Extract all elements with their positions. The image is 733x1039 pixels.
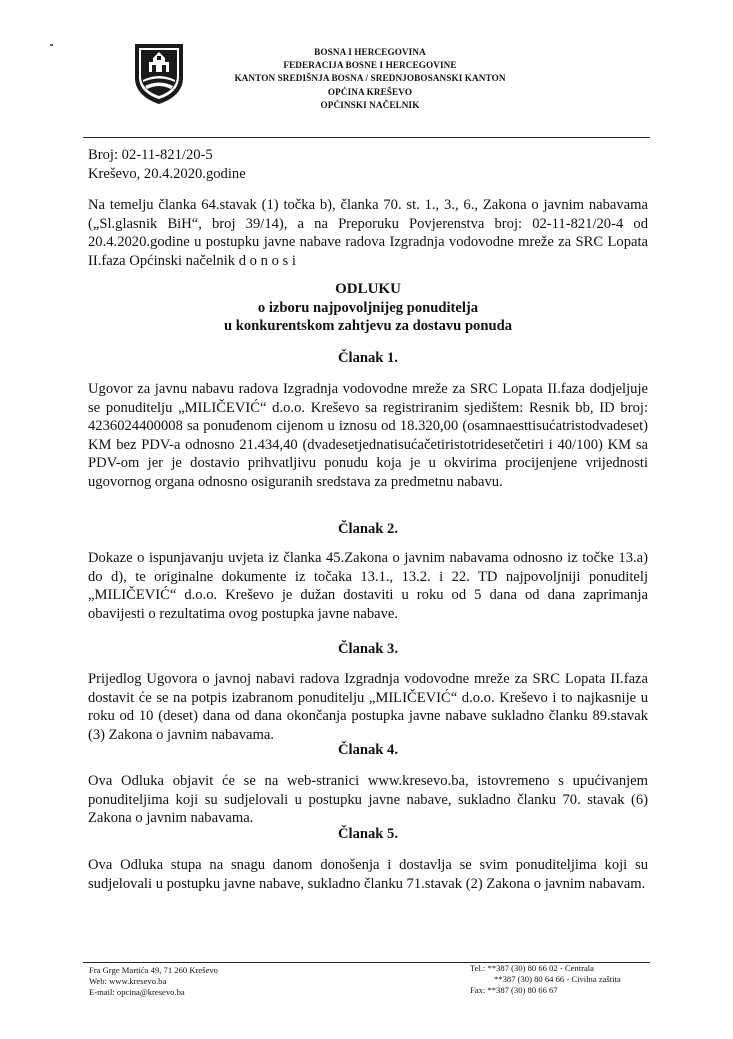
intro-paragraph: Na temelju članka 64.stavak (1) točka b), članka 70. st. 1., 3., 6., Zakona o javnim nabavama („Sl.glasnik BiH“, broj 39/14), a na Preporuku Povjerenstva broj: 02-11-821/20-4 od 20.4.2020.godine u postupku javne nabave radova Izgradnja vodovodne mreže za SRC Lopata II.faza Općinski načelnik d o n o s i <box>88 197 648 269</box>
article-4-heading: Članak 4. <box>337 742 398 758</box>
article-2-heading: Članak 2. <box>337 521 398 537</box>
article-3-heading: Članak 3. <box>337 641 398 657</box>
article-5-heading: Članak 5. <box>337 826 398 842</box>
footer-phones <box>470 963 621 997</box>
footer-web: Web: www.kresevo.ba <box>89 976 167 987</box>
footer-contact <box>89 965 218 999</box>
header-municipality: OPĆINA KREŠEVO <box>327 86 413 97</box>
document-date: Kreševo, 20.4.2020.godine <box>88 166 246 182</box>
letterhead <box>210 46 530 112</box>
article-1-text: Ugovor za javnu nabavu radova Izgradnja vodovodne mreže za SRC Lopata II.faza dodjeljuje se ponuditelju „MILIČEVIĆ“ d.o.o. Kreševo sa registriranim sjedištem: Resnik bb, ID broj: 4236024400008 sa ponuđenom cijenom u iznosu od 18.320,00 (osamnaesttisućatristodvadeset) KM bez PDV-a odnosno 21.434,40 (dvadesetjednatisućačetiristotridesetčetiri i 40/100) KM sa PDV-om jer je dostavio prihvatljivu ponudu koja je u okvirima procijenjene vrijednosti ugovornog organa odnosno osiguranih sredstava za predmetnu nabavu. <box>88 381 648 490</box>
decision-subtitle-2: u konkurentskom zahtjevu za dostavu ponuda <box>223 318 513 334</box>
header-divider <box>83 137 650 138</box>
coat-of-arms-icon <box>133 42 185 106</box>
header-federation: FEDERACIJA BOSNE I HERCEGOVINE <box>283 60 457 71</box>
decision-title: ODLUKU <box>335 281 401 297</box>
header-canton: KANTON SREDIŠNJA BOSNA / SREDNJOBOSANSKI KANTON <box>234 73 506 84</box>
header-country: BOSNA I HERCEGOVINA <box>314 47 426 57</box>
footer-address: Fra Grge Martića 49, 71 260 Kreševo <box>89 965 218 975</box>
footer-email: E-mail: opcina@kresevo.ba <box>89 987 185 998</box>
article-4-text: Ova Odluka objavit će se na web-stranici www.kresevo.ba, istovremeno s upućivanjem ponuditeljima koji su sudjelovali u postupku javne nabave, sukladno članku 70. stavak (6) Zakona o javnim nabavama. <box>88 773 648 826</box>
decision-heading <box>88 280 648 336</box>
article-3-text: Prijedlog Ugovora o javnoj nabavi radova Izgradnja vodovodne mreže za SRC Lopata II.faza dostavit će se na potpis izabranom ponuditelju „MILIČEVIĆ“ d.o.o. Kreševo i to najkasnije u roku od 10 (deset) dana od dana okončanja postupka javne nabave sukladno članku 89.stavak (3) Zakona o javnim nabavama. <box>88 671 648 743</box>
article-5-text: Ova Odluka stupa na snagu danom donošenja i dostavlja se svim ponuditeljima koji su sudjelovali u postupku javne nabave, sukladno članku 71.stavak (2) Zakona o javnim nabavam. <box>88 857 648 892</box>
footer-phone-central: Tel.: **387 (30) 80 66 02 - Centrala <box>470 963 594 973</box>
document-number: Broj: 02-11-821/20-5 <box>88 147 213 163</box>
article-2-text: Dokaze o ispunjavanju uvjeta iz članka 45.Zakona o javnim nabavama odnosno iz točke 13.a) do d), te originalne dokumente iz točaka 13.1., 13.2. i 22. TD najpovoljniji ponuditelj „MILIČEVIĆ“ d.o.o. Kreševo je dužan dostaviti u roku od 5 dana od dana zaprimanja obavijesti o rezultatima ovog postupka javne nabave. <box>88 550 648 622</box>
footer-fax: Fax: **387 (30) 80 66 67 <box>470 985 558 996</box>
scan-speck <box>50 44 53 46</box>
article-1-heading: Članak 1. <box>337 350 398 366</box>
decision-subtitle-1: o izboru najpovoljnijeg ponuditelja <box>257 299 479 316</box>
document-meta <box>88 146 246 184</box>
footer-phone-civil: **387 (30) 80 64 66 - Civilna zaštita <box>494 974 621 985</box>
header-office: OPĆINSKI NAČELNIK <box>320 99 420 110</box>
